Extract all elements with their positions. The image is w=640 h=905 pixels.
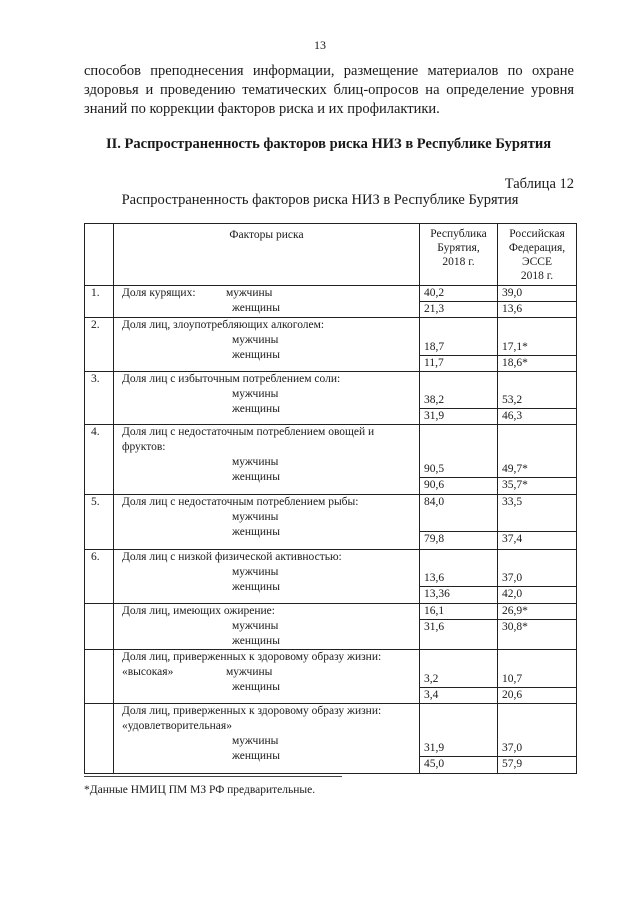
value-russia-men: 37,0 xyxy=(498,704,577,757)
table-row xyxy=(85,286,577,302)
header-russia xyxy=(498,224,577,286)
value-russia-women: 30,8* xyxy=(498,620,577,650)
factor-cell xyxy=(114,550,420,604)
table-number: Таблица 12 xyxy=(504,176,574,192)
table-row xyxy=(85,550,577,587)
row-number xyxy=(85,650,114,704)
value-russia-women: 13,6 xyxy=(498,302,577,318)
row-number: 5. xyxy=(85,495,114,550)
value-buryatia-women: 11,7 xyxy=(420,356,498,372)
value-buryatia-men: 40,2 xyxy=(420,286,498,302)
header-factor: Факторы риска xyxy=(114,224,420,286)
value-buryatia-women: 3,4 xyxy=(420,688,498,704)
value-russia-men: 10,7 xyxy=(498,650,577,688)
table-row xyxy=(85,318,577,356)
footnote-divider xyxy=(84,776,342,777)
men-label: мужчины xyxy=(232,566,279,578)
value-russia-men: 17,1* xyxy=(498,318,577,356)
value-russia-women: 20,6 xyxy=(498,688,577,704)
women-label: женщины xyxy=(232,403,280,415)
factor-title: Доля лиц, приверженных к здоровому образу жизни: xyxy=(122,705,382,717)
table-row xyxy=(85,704,577,757)
value-russia-men: 37,0 xyxy=(498,550,577,587)
factor-cell xyxy=(114,604,420,650)
women-label: женщины xyxy=(232,681,280,693)
row-number: 3. xyxy=(85,372,114,425)
value-russia-women: 57,9 xyxy=(498,757,577,774)
row-number: 6. xyxy=(85,550,114,604)
men-label: мужчины xyxy=(232,735,279,747)
factor-cell xyxy=(114,286,420,318)
header-buryatia xyxy=(420,224,498,286)
men-label: мужчины xyxy=(226,287,273,299)
header-text: Федерация, xyxy=(508,242,566,254)
factor-cell xyxy=(114,425,420,495)
men-label: мужчины xyxy=(232,334,279,346)
section-heading: II. Распространенность факторов риска НИЗ в Республике Бурятия xyxy=(106,136,552,152)
header-text: Бурятия, xyxy=(437,242,480,254)
factor-title: Доля лиц с недостаточным потреблением рыбы: xyxy=(122,496,359,508)
factor-line xyxy=(122,665,419,680)
value-buryatia-men: 90,5 xyxy=(420,425,498,478)
value-buryatia-men: 13,6 xyxy=(420,550,498,587)
men-label: мужчины xyxy=(232,511,279,523)
factor-title: фруктов: xyxy=(122,441,166,453)
header-text: Российская xyxy=(509,228,565,240)
table-caption: Распространенность факторов риска НИЗ в Республике Бурятия xyxy=(121,192,519,208)
value-russia-women: 35,7* xyxy=(498,478,577,495)
risk-factors-table xyxy=(84,223,577,774)
value-buryatia-women: 31,6 xyxy=(420,620,498,650)
row-number: 1. xyxy=(85,286,114,318)
value-buryatia-women: 45,0 xyxy=(420,757,498,774)
row-number xyxy=(85,704,114,774)
men-label: мужчины xyxy=(232,388,279,400)
value-buryatia-women: 13,36 xyxy=(420,587,498,604)
value-buryatia-women: 21,3 xyxy=(420,302,498,318)
value-buryatia-women: 79,8 xyxy=(420,532,498,550)
factor-line xyxy=(122,286,419,301)
men-label: мужчины xyxy=(232,456,279,468)
factor-cell xyxy=(114,318,420,372)
intro-paragraph xyxy=(84,62,574,119)
value-buryatia-men: 16,1 xyxy=(420,604,498,620)
value-russia-men: 49,7* xyxy=(498,425,577,478)
value-buryatia-men: 84,0 xyxy=(420,495,498,532)
factor-title: Доля курящих: xyxy=(122,287,196,299)
factor-title: Доля лиц с избыточным потреблением соли: xyxy=(122,373,341,385)
factor-title: Доля лиц с недостаточным потреблением овощей и xyxy=(122,426,375,438)
factor-title: Доля лиц, злоупотребляющих алкоголем: xyxy=(122,319,325,331)
factor-title: Доля лиц, имеющих ожирение: xyxy=(122,605,275,617)
men-label: мужчины xyxy=(226,666,273,678)
women-label: женщины xyxy=(232,526,280,538)
factor-cell xyxy=(114,704,420,774)
value-buryatia-men: 18,7 xyxy=(420,318,498,356)
women-label: женщины xyxy=(232,750,280,762)
row-number: 4. xyxy=(85,425,114,495)
value-buryatia-men: 31,9 xyxy=(420,704,498,757)
intro-line: способов преподнесения информации, размещение материалов по охране xyxy=(84,63,574,79)
table-header-row xyxy=(85,224,577,286)
footnote: *Данные НМИЦ ПМ МЗ РФ предварительные. xyxy=(84,784,316,796)
factor-title: Доля лиц, приверженных к здоровому образу жизни: xyxy=(122,651,382,663)
factor-cell xyxy=(114,372,420,425)
women-label: женщины xyxy=(232,581,280,593)
value-buryatia-men: 3,2 xyxy=(420,650,498,688)
header-text: 2018 г. xyxy=(442,256,475,268)
factor-subtitle: «высокая» xyxy=(122,666,174,678)
value-buryatia-women: 90,6 xyxy=(420,478,498,495)
factor-title: Доля лиц с низкой физической активностью: xyxy=(122,551,342,563)
women-label: женщины xyxy=(232,349,280,361)
factor-subtitle: «удовлетворительная» xyxy=(122,720,232,732)
value-russia-women: 18,6* xyxy=(498,356,577,372)
intro-line: здоровья и проведению тематических блиц-опросов на определение уровня xyxy=(84,82,574,98)
table-row xyxy=(85,495,577,532)
row-number: 2. xyxy=(85,318,114,372)
women-label: женщины xyxy=(232,635,280,647)
header-number-cell xyxy=(85,224,114,286)
table-row xyxy=(85,604,577,620)
table-row xyxy=(85,372,577,409)
value-russia-men: 39,0 xyxy=(498,286,577,302)
header-text: Республика xyxy=(430,228,487,240)
value-buryatia-men: 38,2 xyxy=(420,372,498,409)
table-row xyxy=(85,425,577,478)
intro-line: знаний по коррекции факторов риска и их профилактики. xyxy=(84,101,440,117)
header-text: 2018 г. xyxy=(520,270,554,282)
value-russia-men: 33,5 xyxy=(498,495,577,532)
men-label: мужчины xyxy=(232,620,279,632)
factor-cell xyxy=(114,495,420,550)
header-text: ЭССЕ xyxy=(522,256,552,268)
women-label: женщины xyxy=(232,302,280,314)
value-buryatia-women: 31,9 xyxy=(420,409,498,425)
row-number xyxy=(85,604,114,650)
page-number: 13 xyxy=(314,38,326,52)
value-russia-women: 42,0 xyxy=(498,587,577,604)
factor-cell xyxy=(114,650,420,704)
women-label: женщины xyxy=(232,471,280,483)
value-russia-men: 26,9* xyxy=(498,604,577,620)
value-russia-men: 53,2 xyxy=(498,372,577,409)
value-russia-women: 46,3 xyxy=(498,409,577,425)
value-russia-women: 37,4 xyxy=(498,532,577,550)
table-row xyxy=(85,650,577,688)
